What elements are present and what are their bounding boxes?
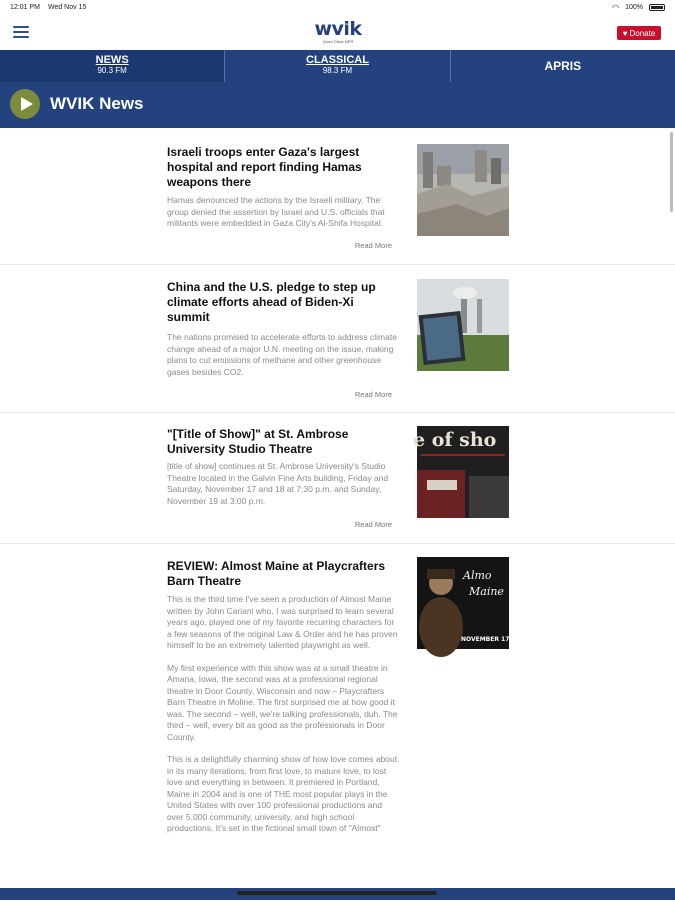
tab-classical[interactable]: [225, 50, 450, 82]
article-thumbnail[interactable]: [417, 144, 509, 236]
article-list: [0, 128, 675, 888]
app-header: [0, 16, 675, 50]
article-summary: [title of show] continues at St. Ambrose University's Studio Theatre located in the Galvin Fine Arts building, Friday and Saturday, November 17 and 18 at 7:30 p.m. and Sunday, November 19 at 3:00 p.m.: [167, 461, 389, 506]
list-item[interactable]: [0, 413, 675, 544]
wvik-logo[interactable]: wvik Quad Cities NPR: [314, 18, 362, 44]
status-time: 12:01 PM: [10, 4, 40, 11]
play-icon: [21, 97, 33, 111]
scroll-indicator[interactable]: [670, 132, 673, 212]
svg-text:NOVEMBER 17-1: NOVEMBER 17-1: [461, 636, 517, 643]
tab-apris-name: APRIS: [544, 59, 582, 73]
read-more-link[interactable]: Read More: [354, 520, 392, 529]
list-item[interactable]: [0, 128, 675, 265]
article-summary: This is the third time I've seen a production of Almost Maine written by John Cariani who, I was surprised to learn several years ago, played one of my favorite recurring characters for a few seasons of the original Law & Order and he has proven himself to be an extremely talented playwright as well. My first experience with this show was at a small theatre in Amana, Iowa, the second was at a professional regional theatre in Door County, Wisconsin and now – Playcrafters Barn Theatre in Moline. The first surprised me at how good it was. The second – well, we're talking professionals, duh. The third – well, every bit as good as the professionals in Door County. This is a delightfully charming show of how love comes about in its many iterations, from first love, to mature love, to lost love and everything in between. It premiered in Portland, Maine in 2004 and is one of THE most popular plays in the United States with over 100 professional productions and over 5,000 community, university, and high school productions. It's set in the fictional small town of "Almost": [167, 594, 398, 833]
article-title[interactable]: "[Title of Show]" at St. Ambrose University Studio Theatre: [167, 427, 349, 456]
hamburger-menu-icon[interactable]: [13, 26, 29, 38]
tab-news-freq: 90.3 FM: [97, 66, 127, 75]
station-tabs: [0, 50, 675, 82]
list-item[interactable]: [0, 544, 675, 904]
svg-text:e of sho: e of sho: [413, 429, 497, 451]
battery-icon: [649, 4, 665, 11]
read-more-link[interactable]: Read More: [354, 241, 392, 250]
heart-icon: ♥: [622, 28, 628, 38]
player-title: WVIK News: [50, 94, 144, 113]
svg-text:Maine: Maine: [469, 585, 504, 598]
article-thumbnail[interactable]: [417, 557, 517, 649]
home-indicator[interactable]: [237, 891, 437, 895]
battery-percent: 100%: [625, 4, 643, 11]
article-title[interactable]: China and the U.S. pledge to step up climate efforts ahead of Biden-Xi summit: [167, 280, 376, 324]
donate-label: Donate: [629, 28, 656, 38]
donate-button[interactable]: [617, 26, 661, 40]
article-summary: The nations promised to accelerate efforts to address climate change ahead of a major U.N. meeting on the issue, making plans to cut emissions of methane and other greenhouse gases besides CO2.: [167, 332, 397, 377]
article-title[interactable]: Israeli troops enter Gaza's largest hospital and report finding Hamas weapons there: [167, 145, 362, 189]
wifi-icon: ◠: [612, 3, 620, 12]
svg-text:Almo: Almo: [463, 569, 492, 582]
tab-apris[interactable]: [451, 50, 675, 82]
tab-news[interactable]: [0, 50, 225, 82]
status-date: Wed Nov 15: [47, 4, 87, 11]
tab-classical-name: CLASSICAL: [306, 54, 369, 66]
player-bar: [0, 82, 675, 128]
list-item[interactable]: [0, 265, 675, 413]
article-thumbnail[interactable]: [417, 279, 509, 371]
article-title[interactable]: REVIEW: Almost Maine at Playcrafters Barn Theatre: [167, 559, 386, 588]
read-more-link[interactable]: Read More: [354, 390, 392, 399]
article-thumbnail[interactable]: [413, 426, 509, 518]
play-button[interactable]: [10, 89, 40, 119]
tab-classical-freq: 98.3 FM: [322, 66, 353, 75]
status-bar: [0, 0, 675, 16]
tab-news-name: NEWS: [95, 54, 129, 66]
article-summary: Hamas denounced the actions by the Israeli military. The group denied the assertion by Israel and U.S. officials that militants were embedded in Gaza City's Al-Shifa Hospital.: [167, 195, 385, 228]
